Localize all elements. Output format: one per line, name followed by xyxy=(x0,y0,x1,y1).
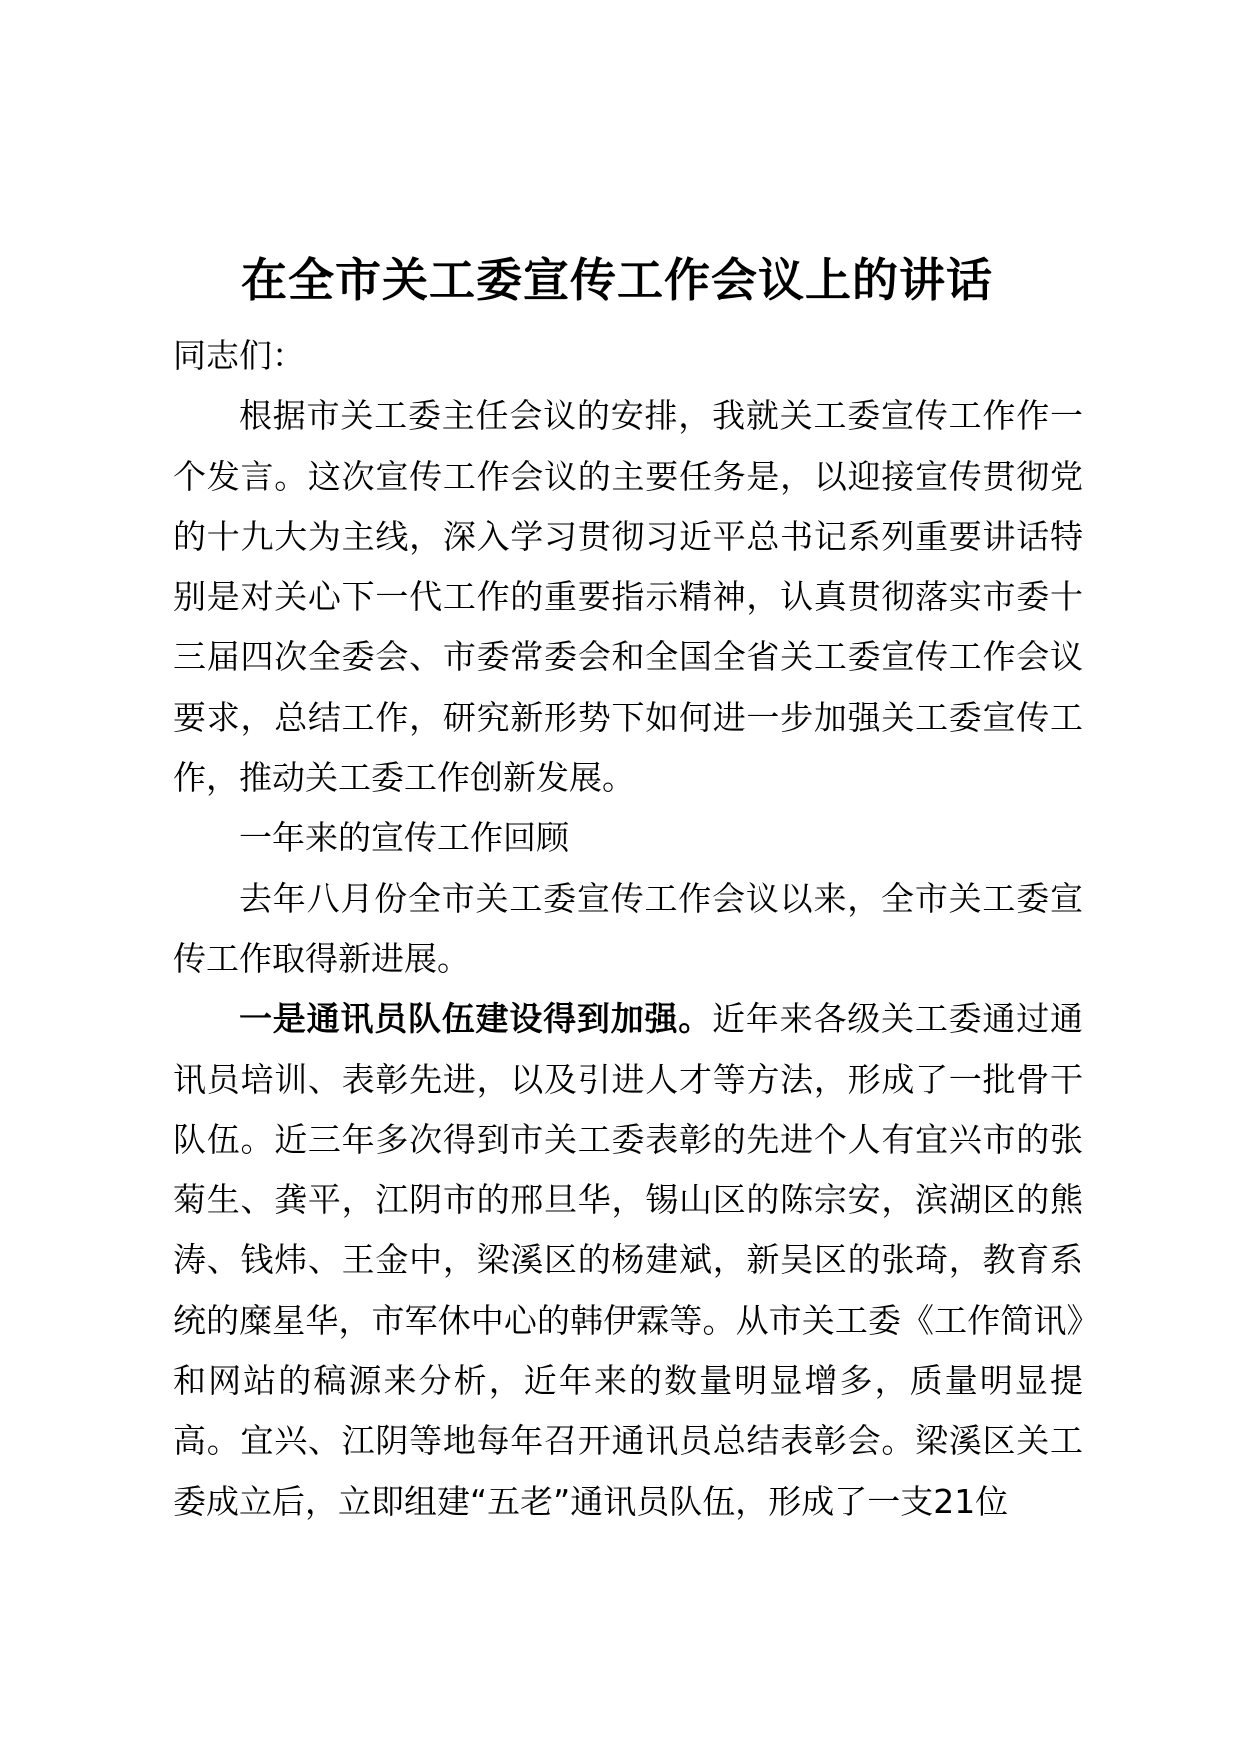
salutation: 同志们： xyxy=(173,336,305,375)
paragraph-correspondents xyxy=(173,989,1083,1532)
paragraph-lead-sentence: 一是通讯员队伍建设得到加强。 xyxy=(239,999,713,1039)
paragraph-intro: 根据市关工委主任会议的安排，我就关工委宣传工作作一个发言。这次宣传工作会议的主要任务是，以迎接宣传贯彻党的十九大为主线，深入学习贯彻习近平总书记系列重要讲话特别是对关心下一代工作的重要指示精神，认真贯彻落实市委十三届四次全委会、市委常委会和全国全省关工委宣传工作会议要求，总结工作，研究新形势下如何进一步加强关工委宣传工作，推动关工委工作创新发展。 xyxy=(173,396,1083,798)
document-title: 在全市关工委宣传工作会议上的讲话 xyxy=(241,253,993,307)
paragraph-body-text: 近年来各级关工委通过通讯员培训、表彰先进，以及引进人才等方法，形成了一批骨干队伍。近三年多次得到市关工委表彰的先进个人有宜兴市的张菊生、龚平，江阴市的邢旦华，锡山区的陈宗安，滨湖区的熊涛、钱炜、王金中，梁溪区的杨建斌，新吴区的张琦，教育系统的糜星华，市军休中心的韩伊霖等。从市关工委《工作简讯》和网站的稿源来分析，近年来的数量明显增多，质量明显提高。宜兴、江阴等地每年召开通讯员总结表彰会。梁溪区关工委成立后，立即组建“五老”通讯员队伍，形成了一支21位 xyxy=(173,999,1084,1521)
section-heading: 一年来的宣传工作回顾 xyxy=(239,818,569,858)
paragraph-review: 去年八月份全市关工委宣传工作会议以来，全市关工委宣传工作取得新进展。 xyxy=(173,878,1083,978)
document-body xyxy=(173,326,1083,1532)
